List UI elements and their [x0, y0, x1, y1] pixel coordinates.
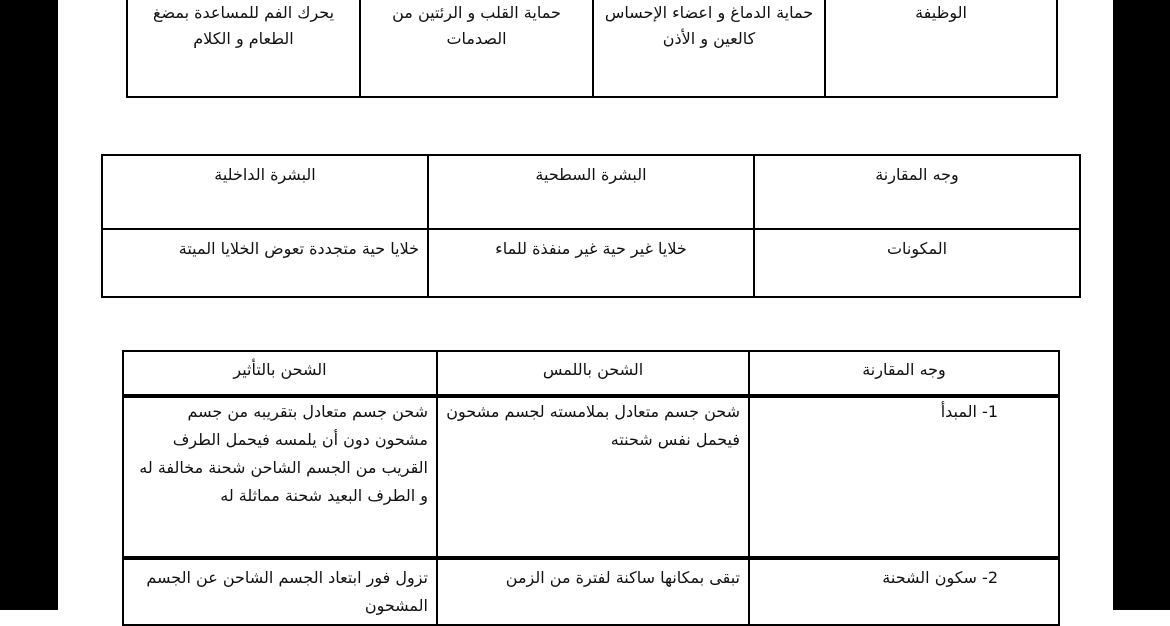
- table-cell: تبقى بمكانها ساكنة لفترة من الزمن: [437, 558, 749, 625]
- table-cell: تزول فور ابتعاد الجسم الشاحن عن الجسم المشحون: [123, 558, 437, 625]
- scan-border-right: [1113, 0, 1170, 610]
- skin-comparison-table: [101, 154, 1081, 298]
- header-cell: الشحن بالتأثير: [123, 351, 437, 396]
- header-cell: الشحن باللمس: [437, 351, 749, 396]
- table-cell: حماية القلب و الرئتين من الصدمات: [360, 0, 593, 97]
- charging-comparison-table: [122, 350, 1060, 626]
- table-cell: حماية الدماغ و اعضاء الإحساس كالعين و الأذن: [593, 0, 825, 97]
- table-cell: المكونات: [754, 229, 1080, 297]
- scan-border-left: [0, 0, 58, 610]
- header-cell: وجه المقارنة: [749, 351, 1059, 396]
- table-cell: 1- المبدأ: [749, 396, 1059, 558]
- function-table: [126, 0, 1058, 98]
- table-cell: شحن جسم متعادل بتقريبه من جسم مشحون دون أن يلمسه فيحمل الطرف القريب من الجسم الشاحن شحنة مخالفة له و الطرف البعيد شحنة مماثلة له: [123, 396, 437, 558]
- table-cell: الوظيفة: [825, 0, 1057, 97]
- table-cell: خلايا حية متجددة تعوض الخلايا الميتة: [102, 229, 428, 297]
- table-cell: شحن جسم متعادل بملامسته لجسم مشحون فيحمل نفس شحنته: [437, 396, 749, 558]
- table-row: [123, 396, 1059, 558]
- header-cell: وجه المقارنة: [754, 155, 1080, 229]
- table-cell: 2- سكون الشحنة: [749, 558, 1059, 625]
- header-cell: البشرة الداخلية: [102, 155, 428, 229]
- table-row: [123, 558, 1059, 625]
- table-cell: يحرك الفم للمساعدة بمضغ الطعام و الكلام: [127, 0, 360, 97]
- table-header-row: [102, 155, 1080, 229]
- header-cell: البشرة السطحية: [428, 155, 754, 229]
- table-row: [102, 229, 1080, 297]
- table-header-row: [123, 351, 1059, 396]
- table-row: [127, 0, 1057, 97]
- table-cell: خلايا غير حية غير منفذة للماء: [428, 229, 754, 297]
